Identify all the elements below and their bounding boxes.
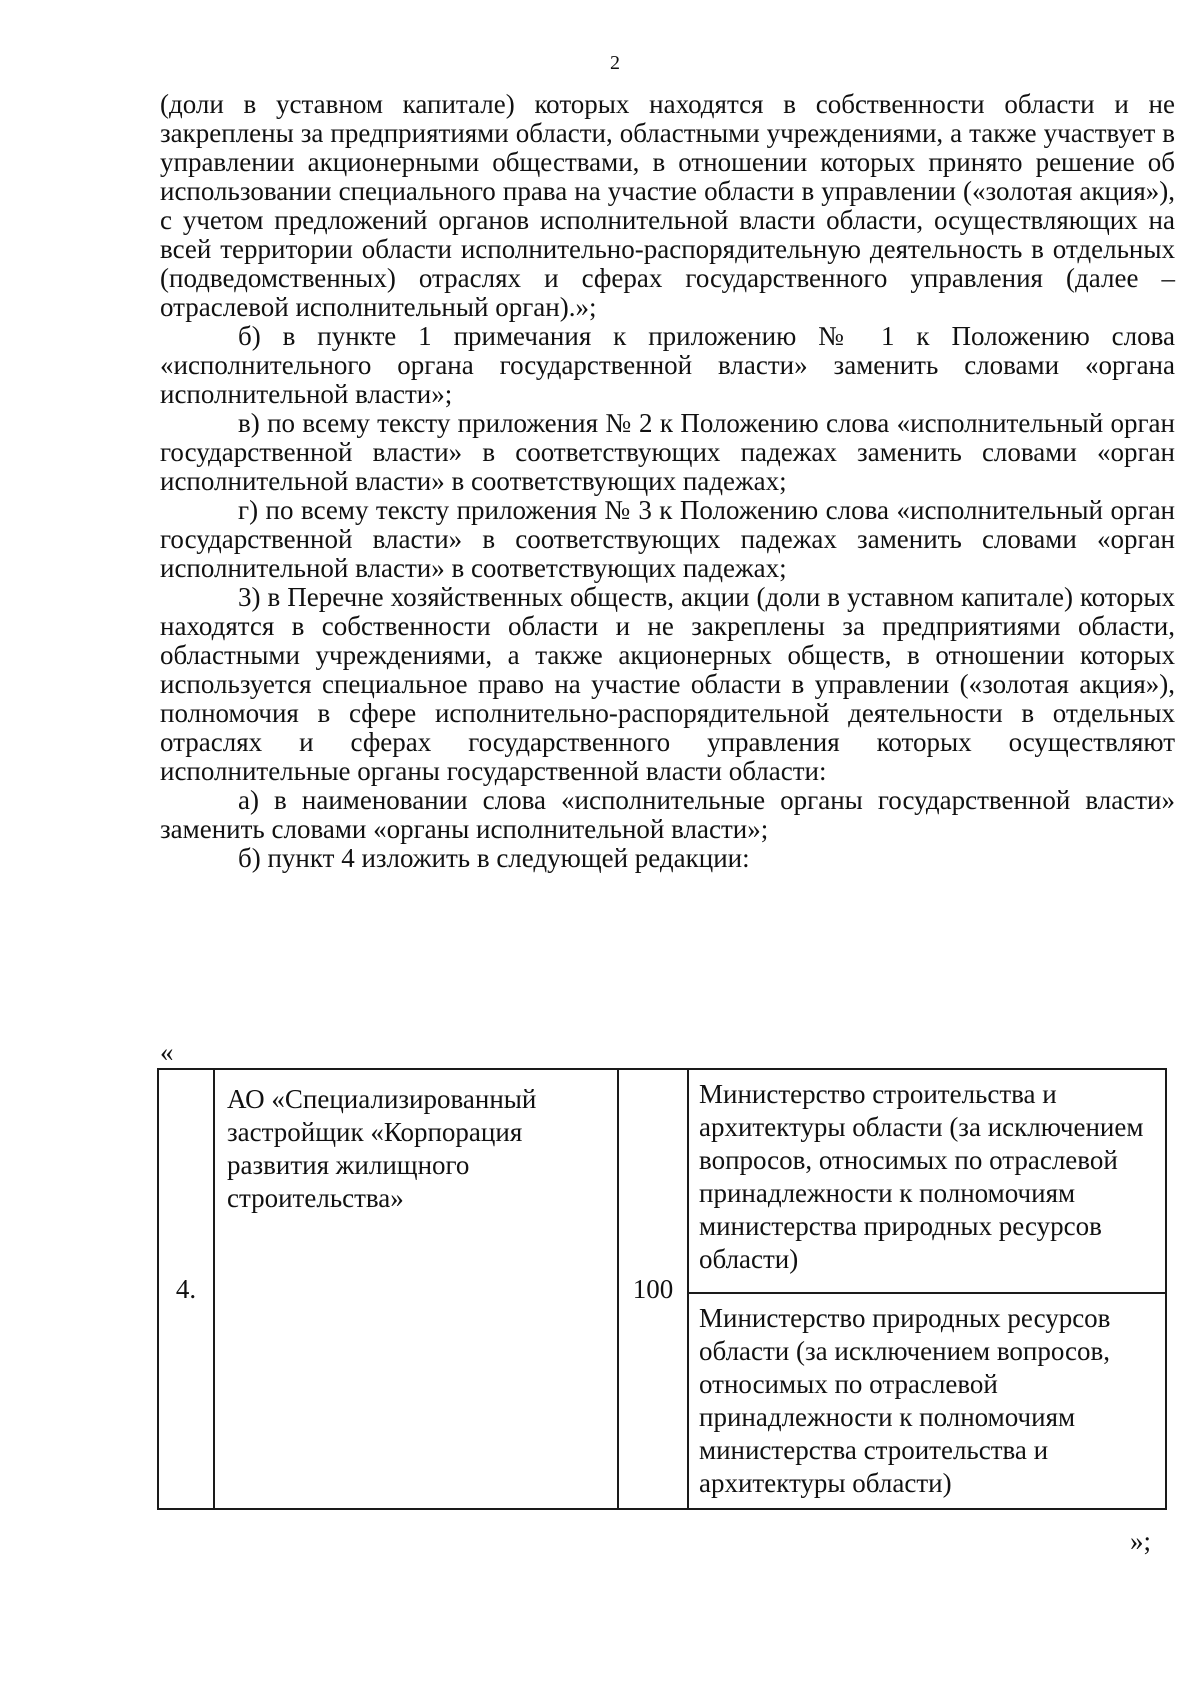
paragraph-v-appendix-2: в) по всему тексту приложения № 2 к Положению слова «исполнительный орган государственной власти» в соответствующих падежах заменить словами «орган исполнительной власти» в соответствующих падежах; <box>160 408 1175 496</box>
row-number-cell: 4. <box>158 1069 214 1509</box>
body-text <box>160 90 1175 873</box>
paragraph-b-note: б) в пункте 1 примечания к приложению № 1 к Положению слова «исполнительного органа государственной власти» заменить словами «органа исполнительной власти»; <box>160 321 1175 409</box>
page-number: 2 <box>610 52 620 74</box>
paragraph-b-item-4: б) пункт 4 изложить в следующей редакции: <box>238 843 750 873</box>
paragraph-g-appendix-3: г) по всему тексту приложения № 3 к Положению слова «исполнительный орган государственной власти» в соответствующих падежах заменить словами «орган исполнительной власти» в соответствующих падежах; <box>160 495 1175 583</box>
closing-quote: »; <box>1130 1526 1152 1556</box>
amendment-table <box>157 1068 1167 1510</box>
organ-cell-1: Министерство строительства и архитектуры области (за исключением вопросов, относимых по отраслевой принадлежности к полномочиям министерства природных ресурсов области) <box>688 1069 1166 1293</box>
paragraph-a-title: а) в наименовании слова «исполнительные органы государственной власти» заменить словами «органы исполнительной власти»; <box>160 785 1175 844</box>
paragraph-3-list: 3) в Перечне хозяйственных обществ, акции (доли в уставном капитале) которых находятся в собственности области и не закреплены за предприятиями области, областными учреждениями, а также акционерных обществ, в отношении которых используется специальное право на участие области в управлении («золотая акция»), полномочия в сфере исполнительно-распорядительной деятельности в отдельных отраслях и сферах государственного управления которых осуществляют исполнительные органы государственной власти области: <box>160 582 1175 786</box>
opening-quote: « <box>160 1037 174 1067</box>
table-row <box>158 1069 1166 1293</box>
organ-cell-2: Министерство природных ресурсов области (за исключением вопросов, относимых по отраслевой принадлежности к полномочиям министерства строительства и архитектуры области) <box>688 1293 1166 1509</box>
company-name-cell: АО «Специализированный застройщик «Корпорация развития жилищного строительства» <box>214 1069 618 1509</box>
paragraph-continuation: (доли в уставном капитале) которых находятся в собственности области и не закреплены за предприятиями области, областными учреждениями, а также участвует в управлении акционерными обществами, в отношении которых принято решение об использовании специального права на участие области в управлении («золотая акция»), с учетом предложений органов исполнительной власти области, осуществляющих на всей территории области исполнительно-распорядительную деятельность в отдельных (подведомственных) отраслях и сферах государственного управления (далее – отраслевой исполнительный орган).»; <box>160 89 1175 322</box>
share-percent-cell: 100 <box>618 1069 688 1509</box>
